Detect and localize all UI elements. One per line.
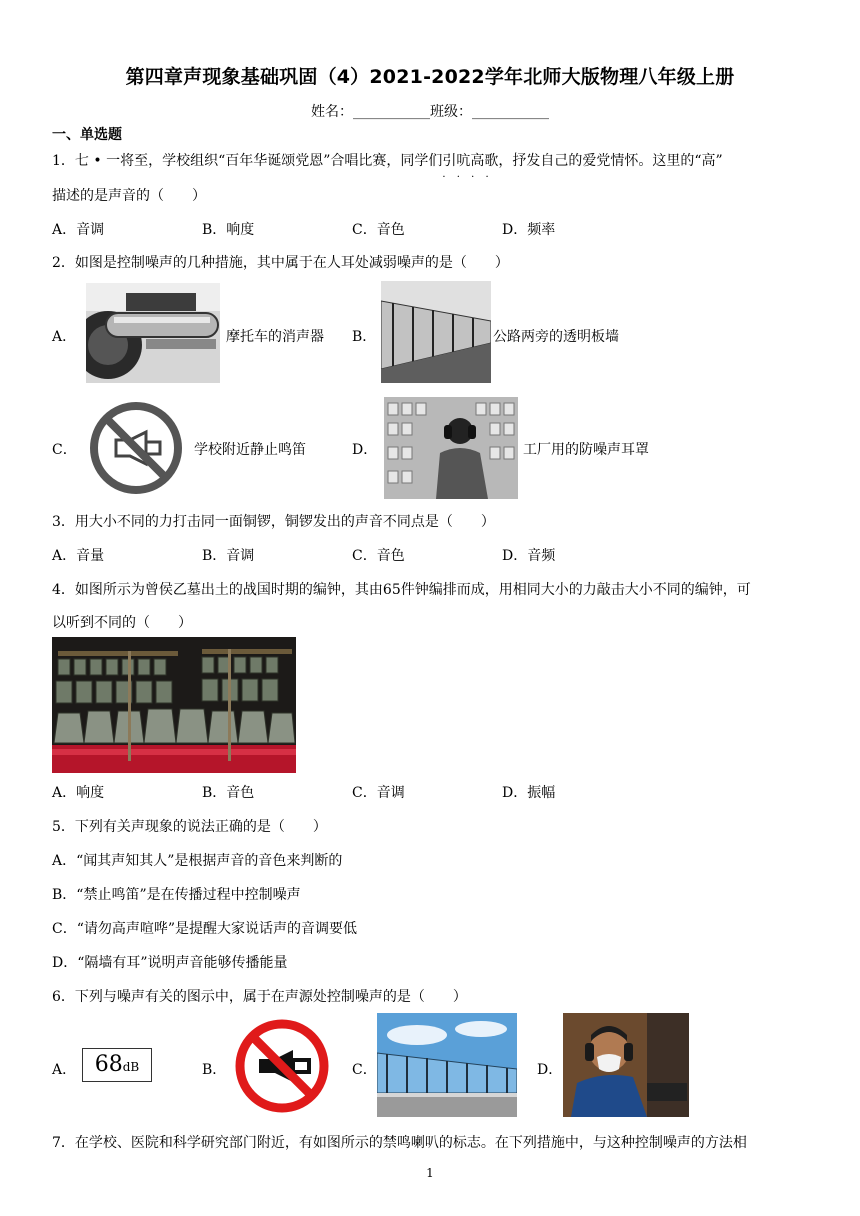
chime-bells-photo: [52, 637, 296, 773]
q4-option-a[interactable]: A．响度: [52, 785, 105, 801]
q1-line1: [52, 150, 723, 183]
q3-option-a[interactable]: A．音量: [52, 548, 105, 564]
no-horn-sign-red: [233, 1017, 331, 1115]
q5-stem: 5．下列有关声现象的说法正确的是（ ）: [52, 819, 327, 835]
q2-stem: 2．如图是控制噪声的几种措施，其中属于在人耳处减弱噪声的是（ ）: [52, 255, 509, 271]
page-number: 1: [426, 1166, 434, 1180]
noise-barrier-photo: [381, 281, 491, 383]
q4-option-c[interactable]: C．音调: [352, 785, 405, 801]
q1-text-post: ，抒发自己的爱党情怀。这里的“高”: [498, 153, 723, 169]
q1-option-a[interactable]: A．音调: [52, 222, 105, 238]
q2-option-d-letter[interactable]: D．: [352, 442, 378, 458]
q1-option-d[interactable]: D．频率: [502, 222, 556, 238]
q5-option-a[interactable]: A．“闻其声知其人”是根据声音的音色来判断的: [52, 853, 343, 869]
q4-option-d[interactable]: D．振幅: [502, 785, 556, 801]
q6-option-c-letter[interactable]: C．: [352, 1062, 377, 1078]
q1-option-b[interactable]: B．响度: [202, 222, 255, 238]
name-class-line: 姓名：___________班级：___________: [311, 104, 549, 120]
section-heading: 一、单选题: [52, 127, 122, 143]
factory-earmuff-photo: [384, 397, 518, 499]
q4-option-b[interactable]: B．音色: [202, 785, 255, 801]
q1-option-c[interactable]: C．音色: [352, 222, 405, 238]
q1-line2: 描述的是声音的（ ）: [52, 188, 206, 204]
q2-caption-b: 公路两旁的透明板墙: [493, 329, 619, 345]
q4-line2: 以听到不同的（ ）: [52, 615, 192, 631]
q1-text-pre: 1．七 • 一将至，学校组织“百年华诞颂党恩”合唱比赛，同学们: [52, 153, 443, 169]
muffler-photo: [86, 283, 220, 383]
no-horn-sign-gray: [86, 398, 186, 498]
q1-emphasis: [442, 153, 499, 183]
q3-option-d[interactable]: D．音频: [502, 548, 556, 564]
q2-option-c-letter[interactable]: C．: [52, 442, 77, 458]
q7-line1: 7．在学校、医院和科学研究部门附近，有如图所示的禁鸣喇叭的标志。在下列措施中，与这种控制噪声的方法相: [52, 1135, 747, 1151]
q3-stem: 3．用大小不同的力打击同一面铜锣，铜锣发出的声音不同点是（ ）: [52, 514, 495, 530]
q5-option-c[interactable]: C．“请勿高声喧哗”是提醒大家说话声的音调要低: [52, 921, 358, 937]
q2-caption-d: 工厂用的防噪声耳罩: [523, 442, 649, 458]
q6-option-a-letter[interactable]: A．: [52, 1062, 77, 1078]
q4-line1: 4．如图所示为曾侯乙墓出土的战国时期的编钟，其由65件钟编排而成，用相同大小的力敲击大小不同的编钟，可: [52, 582, 751, 598]
q2-option-a-letter[interactable]: A．: [52, 329, 77, 345]
decibel-meter: [82, 1048, 152, 1082]
highway-barrier-photo: [377, 1013, 517, 1117]
q6-option-b-letter[interactable]: B．: [202, 1062, 227, 1078]
emphasis-dots: · · · ·: [442, 172, 493, 183]
q3-option-c[interactable]: C．音色: [352, 548, 405, 564]
q5-option-d[interactable]: D．“隔墙有耳”说明声音能够传播能量: [52, 955, 288, 971]
q5-option-b[interactable]: B．“禁止鸣笛”是在传播过程中控制噪声: [52, 887, 301, 903]
q3-option-b[interactable]: B．音调: [202, 548, 255, 564]
worker-earmuff-photo: [563, 1013, 689, 1117]
q1-emphasis-text: 引吭高歌: [442, 153, 499, 169]
decibel-value: 68: [94, 1052, 123, 1077]
page-title: 第四章声现象基础巩固（4）2021-2022学年北师大版物理八年级上册: [125, 66, 735, 88]
q6-option-d-letter[interactable]: D．: [537, 1062, 563, 1078]
q2-option-b-letter[interactable]: B．: [352, 329, 377, 345]
q6-stem: 6．下列与噪声有关的图示中，属于在声源处控制噪声的是（ ）: [52, 989, 467, 1005]
decibel-unit: dB: [122, 1060, 140, 1074]
q2-caption-c: 学校附近静止鸣笛: [194, 442, 306, 458]
q2-caption-a: 摩托车的消声器: [226, 329, 324, 345]
